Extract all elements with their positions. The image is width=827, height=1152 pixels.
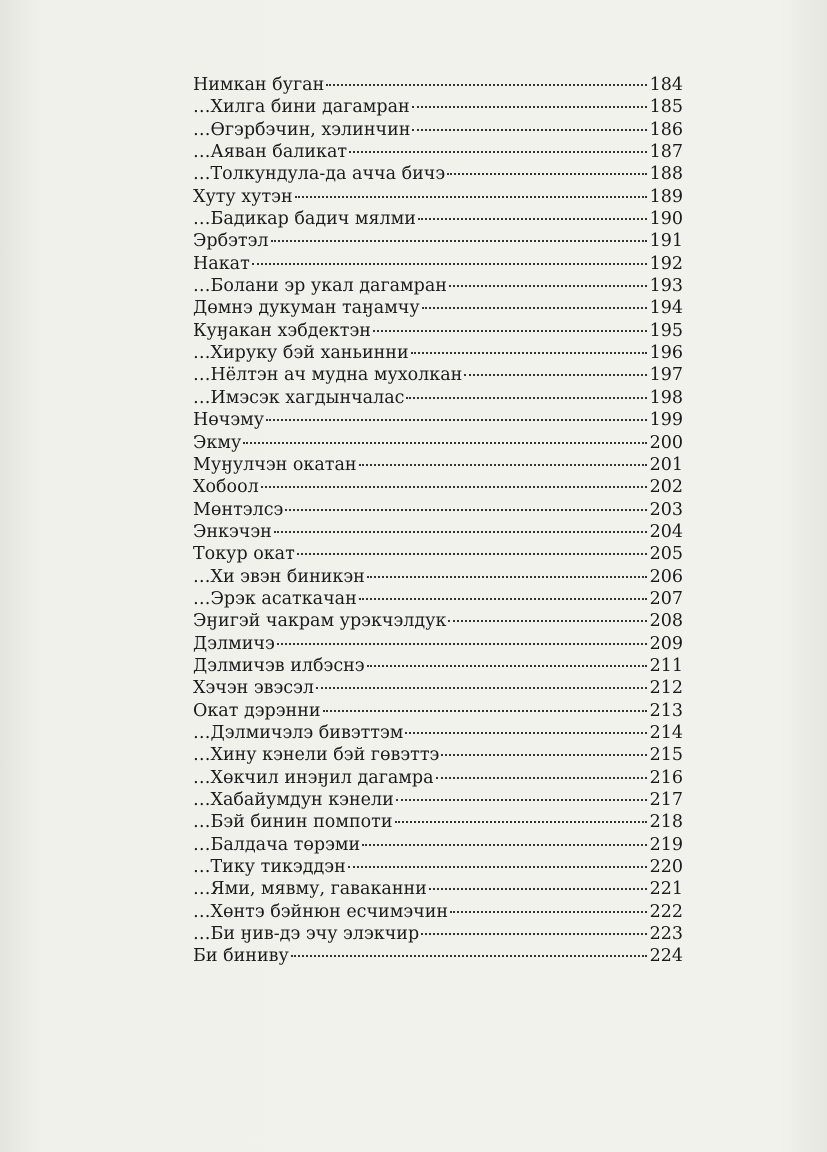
toc-entry-title: Хобоол (193, 477, 259, 498)
toc-entry-page: 197 (649, 365, 683, 386)
toc-leader-dots (367, 665, 647, 667)
toc-entry-title: Куӈакан хэбдектэн (193, 320, 371, 341)
toc-leader-dots (395, 821, 648, 823)
toc-leader-dots (316, 687, 647, 689)
toc-entry-title: …Хөнтэ бэйнюн есчимэчин (193, 901, 449, 922)
toc-entry-page: 186 (649, 119, 683, 140)
toc-entry-title: Би биниву (193, 946, 289, 967)
toc-entry (193, 834, 683, 856)
toc-entry-page: 185 (649, 97, 683, 118)
toc-entry-page: 208 (649, 611, 683, 632)
toc-leader-dots (448, 620, 647, 622)
toc-leader-dots (418, 218, 647, 220)
toc-entry-page: 221 (649, 879, 683, 900)
toc-entry-page: 200 (649, 432, 683, 453)
toc-entry-page: 199 (649, 410, 683, 431)
toc-entry-page: 223 (649, 924, 683, 945)
toc-entry (193, 767, 683, 789)
toc-entry-title: …Хируку бэй ханьинни (193, 343, 409, 364)
toc-leader-dots (373, 330, 647, 332)
toc-leader-dots (464, 374, 647, 376)
toc-leader-dots (285, 509, 647, 511)
toc-entry-page: 220 (649, 857, 683, 878)
toc-entry-title: …Хөкчил инэӈил дагамра (193, 767, 434, 788)
toc-entry-page: 193 (649, 276, 683, 297)
toc-leader-dots (295, 196, 647, 198)
toc-entry-title: …Имэсэк хагдынчалас (193, 387, 405, 408)
toc-leader-dots (436, 777, 647, 779)
toc-entry-page: 215 (649, 745, 683, 766)
toc-entry-title: Токур окат (193, 544, 295, 565)
toc-entry (193, 610, 683, 632)
toc-entry-title: …Тику тикэддэн (193, 857, 346, 878)
toc-entry-title: Муӈулчэн окатан (193, 454, 357, 475)
toc-leader-dots (359, 598, 647, 600)
toc-entry-page: 209 (649, 633, 683, 654)
toc-entry-page: 222 (649, 901, 683, 922)
toc-entry (193, 633, 683, 655)
toc-leader-dots (421, 933, 647, 935)
toc-entry-title: Эӈигэй чакрам урэкчэлдук (193, 611, 447, 632)
toc-entry (193, 230, 683, 252)
toc-leader-dots (274, 531, 647, 533)
toc-entry-page: 196 (649, 343, 683, 364)
toc-entry-page: 198 (649, 387, 683, 408)
toc-entry-page: 188 (649, 164, 683, 185)
toc-leader-dots (411, 352, 647, 354)
toc-entry (193, 253, 683, 275)
toc-entry-page: 207 (649, 588, 683, 609)
toc-entry (193, 409, 683, 431)
toc-entry-page: 217 (649, 790, 683, 810)
toc-entry-page: 205 (649, 544, 683, 565)
toc-leader-dots (405, 732, 647, 734)
toc-entry (193, 96, 683, 118)
toc-entry (193, 342, 683, 364)
toc-leader-dots (277, 643, 647, 645)
toc-entry-page: 213 (649, 700, 683, 721)
toc-entry-page: 191 (649, 231, 683, 252)
toc-entry (193, 901, 683, 923)
toc-leader-dots (297, 553, 647, 555)
toc-entry-page: 190 (649, 209, 683, 230)
toc-leader-dots (422, 307, 647, 309)
toc-leader-dots (348, 866, 647, 868)
toc-entry-title: …Хабайумдун кэнели (193, 790, 394, 810)
toc-entry-title: …Ями, мявму, гаваканни (193, 879, 427, 900)
toc-leader-dots (406, 397, 647, 399)
toc-entry-page: 224 (649, 946, 683, 967)
toc-entry-title: …Хи эвэн биникэн (193, 566, 365, 587)
toc-entry (193, 163, 683, 185)
toc-entry-page: 203 (649, 499, 683, 520)
toc-leader-dots (441, 754, 647, 756)
toc-leader-dots (359, 464, 647, 466)
toc-leader-dots (412, 129, 647, 131)
toc-entry-page: 206 (649, 566, 683, 587)
toc-leader-dots (326, 84, 647, 86)
toc-entry-title: …Балдача төрэми (193, 834, 361, 855)
toc-entry-title: Дөмнэ дукуман таӈамчу (193, 298, 420, 319)
toc-leader-dots (243, 442, 647, 444)
toc-entry-title: …Бадикар бадич мялми (193, 209, 416, 230)
toc-leader-dots (412, 106, 647, 108)
toc-entry-title: …Эрэк асаткачан (193, 588, 357, 609)
toc-entry (193, 297, 683, 319)
toc-leader-dots (447, 173, 647, 175)
toc-entry-title: Дэлмичэв илбэснэ (193, 655, 365, 676)
toc-entry (193, 364, 683, 386)
toc-entry (193, 722, 683, 744)
toc-entry (193, 945, 683, 967)
toc-entry (193, 476, 683, 498)
toc-entry-title: Мөнтэлсэ (193, 499, 284, 520)
toc-entry-title: …Өгэрбэчин, хэлинчин (193, 119, 411, 140)
toc-entry-title: …Болани эр укал дагамран (193, 276, 447, 297)
toc-entry (193, 588, 683, 610)
toc-entry (193, 811, 683, 833)
toc-entry (193, 677, 683, 699)
toc-entry-title: Окат дэрэнни (193, 700, 321, 721)
toc-leader-dots (396, 799, 647, 801)
toc-leader-dots (323, 710, 647, 712)
toc-entry-title: …Би ӈив-дэ эчу элэкчир (193, 924, 420, 945)
toc-entry-title: …Толкундула-да ачча бичэ (193, 164, 446, 185)
toc-entry (193, 208, 683, 230)
toc-entry-title: Экму (193, 432, 242, 453)
toc-entry-page: 219 (649, 834, 683, 855)
toc-entry (193, 454, 683, 476)
toc-entry (193, 186, 683, 208)
toc-entry-page: 202 (649, 477, 683, 498)
toc-entry-title: …Дэлмичэлэ бивэттэм (193, 722, 404, 743)
toc-leader-dots (266, 419, 647, 421)
toc-leader-dots (362, 844, 647, 846)
toc-leader-dots (429, 888, 647, 890)
toc-entry-page: 216 (649, 767, 683, 788)
toc-entry (193, 566, 683, 588)
toc-entry (193, 387, 683, 409)
toc-entry (193, 700, 683, 722)
toc-entry-title: …Хину кэнели бэй гөвэттэ (193, 745, 440, 766)
toc-entry-title: Энкэчэн (193, 521, 272, 542)
toc-entry (193, 923, 683, 945)
toc-entry-page: 212 (649, 678, 683, 699)
toc-leader-dots (367, 576, 647, 578)
toc-entry-title: …Бэй бинин помпоти (193, 812, 393, 833)
toc-entry-page: 218 (649, 812, 683, 833)
toc-entry (193, 655, 683, 677)
toc-entry-title: Хуту хутэн (193, 186, 293, 207)
toc-entry (193, 789, 683, 811)
toc-entry-title: …Хилга бини дагамран (193, 97, 410, 118)
toc-entry-page: 201 (649, 454, 683, 475)
toc-leader-dots (261, 486, 647, 488)
table-of-contents (193, 74, 683, 968)
toc-entry (193, 499, 683, 521)
toc-entry-page: 192 (649, 253, 683, 274)
toc-entry (193, 744, 683, 766)
toc-entry-title: Накат (193, 253, 250, 274)
toc-entry-page: 214 (649, 722, 683, 743)
toc-entry (193, 543, 683, 565)
toc-entry-page: 194 (649, 298, 683, 319)
toc-entry (193, 119, 683, 141)
toc-entry-page: 184 (649, 75, 683, 95)
toc-leader-dots (349, 151, 647, 153)
toc-entry (193, 432, 683, 454)
toc-entry-page: 211 (649, 655, 683, 676)
toc-leader-dots (271, 240, 647, 242)
toc-entry-page: 204 (649, 521, 683, 542)
toc-entry-page: 189 (649, 186, 683, 207)
toc-entry (193, 878, 683, 900)
toc-leader-dots (291, 955, 647, 957)
toc-entry-title: Дэлмичэ (193, 633, 275, 654)
toc-entry-title: Хэчэн эвэсэл (193, 678, 315, 699)
toc-entry (193, 141, 683, 163)
toc-entry-page: 187 (649, 142, 683, 163)
toc-entry (193, 74, 683, 96)
toc-entry-title: …Аяван баликат (193, 142, 348, 163)
toc-entry-title: Нөчэму (193, 410, 265, 431)
toc-entry (193, 521, 683, 543)
toc-entry (193, 320, 683, 342)
toc-entry-title: …Нёлтэн ач мудна мухолкан (193, 365, 463, 386)
toc-entry (193, 856, 683, 878)
toc-leader-dots (450, 911, 647, 913)
toc-leader-dots (449, 285, 647, 287)
toc-entry-page: 195 (649, 320, 683, 341)
toc-entry (193, 275, 683, 297)
toc-leader-dots (252, 263, 647, 265)
toc-entry-title: Нимкан буган (193, 75, 325, 95)
toc-entry-title: Эрбэтэл (193, 231, 269, 252)
